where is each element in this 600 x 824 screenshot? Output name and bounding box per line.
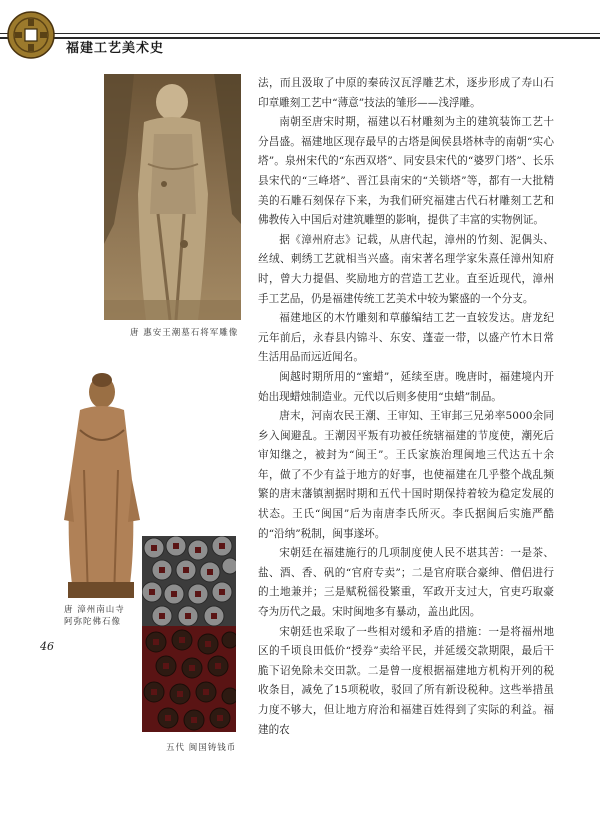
amitabha-buddha-statue-photo	[58, 370, 144, 598]
statue1-caption: 唐 惠安王潮墓石将军雕像	[130, 328, 239, 338]
paragraph: 据《漳州府志》记载，从唐代起，漳州的竹刻、泥偶头、丝绒、刺绣工艺就相当兴盛。南宋著名理学家朱熹任漳州知府时，曾大力提倡、奖励地方的营造工艺业。直至近现代，漳州手工艺品，仍是福建传统工艺美术中较为繁盛的一个分支。	[258, 233, 554, 305]
statue2-caption-line1: 唐 漳州南山寺	[64, 605, 125, 615]
statue2-caption-line2: 阿弥陀佛石像	[64, 617, 122, 627]
running-header-title: 福建工艺美术史	[66, 41, 165, 56]
ancient-coin-logo-icon	[6, 10, 56, 60]
body-text-column	[258, 74, 554, 740]
paragraph: 法，而且汲取了中原的秦砖汉瓦浮雕艺术，逐步形成了寿山石印章雕刻工艺中“薄意”技法的雏形——浅浮雕。	[258, 77, 554, 109]
min-kingdom-coins-photo	[142, 536, 236, 732]
paragraph: 唐末，河南农民王潮、王审知、王审邽三兄弟率5000余同乡入闽避乱。王潮因平叛有功被任统辖福建的节度使，潮死后审知继之，被封为“闽王”。王氏家族治理闽地三代达五十余年，做了不少有益于地方的好事，也使福建在几乎整个战乱频繁的唐末藩镇割据时期和五代十国时期保持着较为稳定发展的状态。王氏“闽国”后为南唐李氏所灭。李氏据闽后实施严酷的“沿纳”税制，闽事遂坏。	[258, 410, 554, 540]
paragraph: 宋朝廷也采取了一些相对缓和矛盾的措施：一是将福州地区的千顷良田低价“授券”卖给平民，并延缓交款期限，最后干脆下诏免除未交田款。二是曾一度根据福建地方机构开列的税收条目，减免了15项税收，驳回了所有新设税种。这些举措虽力度不够大，但让地方府治和福建百姓得到了实际的利益。福建的农	[258, 625, 554, 736]
paragraph: 福建地区的木竹雕刻和草藤编结工艺一直较发达。唐龙纪元年前后，永春县内锦斗、东安、蓬壶一带，以盛产竹木日常生活用品而远近闻名。	[258, 312, 554, 364]
coins-caption: 五代 闽国铸钱币	[166, 743, 237, 753]
paragraph: 宋朝廷在福建施行的几项制度使人民不堪其苦：一是茶、盐、酒、香、矾的“官府专卖”；二是官府联合豪绅、僧侣进行的土地兼并；三是赋税徭役繁重，军政开支过大，官吏巧取豪夺为历代之最。宋时闽地多有暴动，盖出此因。	[258, 547, 554, 619]
stone-general-statue-photo	[104, 74, 241, 320]
page-number: 46	[40, 640, 54, 653]
paragraph: 闽越时期所用的“蜜蜡”，延续至唐。晚唐时，福建境内开始出现蜡烛制造业。元代以后则多使用“虫蜡”制品。	[258, 370, 554, 403]
statue2-caption	[64, 604, 150, 628]
paragraph: 南朝至唐宋时期，福建以石材雕刻为主的建筑装饰工艺十分昌盛。福建地区现存最早的古塔是闽侯县塔林寺的南朝“实心塔”。泉州宋代的“东西双塔”、同安县宋代的“婆罗门塔”、长乐县宋代的“三峰塔”、晋江县南宋的“关锁塔”等，都有一大批精美的石雕石刻保存下来，为我们研究福建古代石材雕刻工艺和佛教传入中国后对建筑雕塑的影响，提供了丰富的实物例证。	[258, 116, 554, 227]
header-top-rule	[0, 33, 600, 34]
